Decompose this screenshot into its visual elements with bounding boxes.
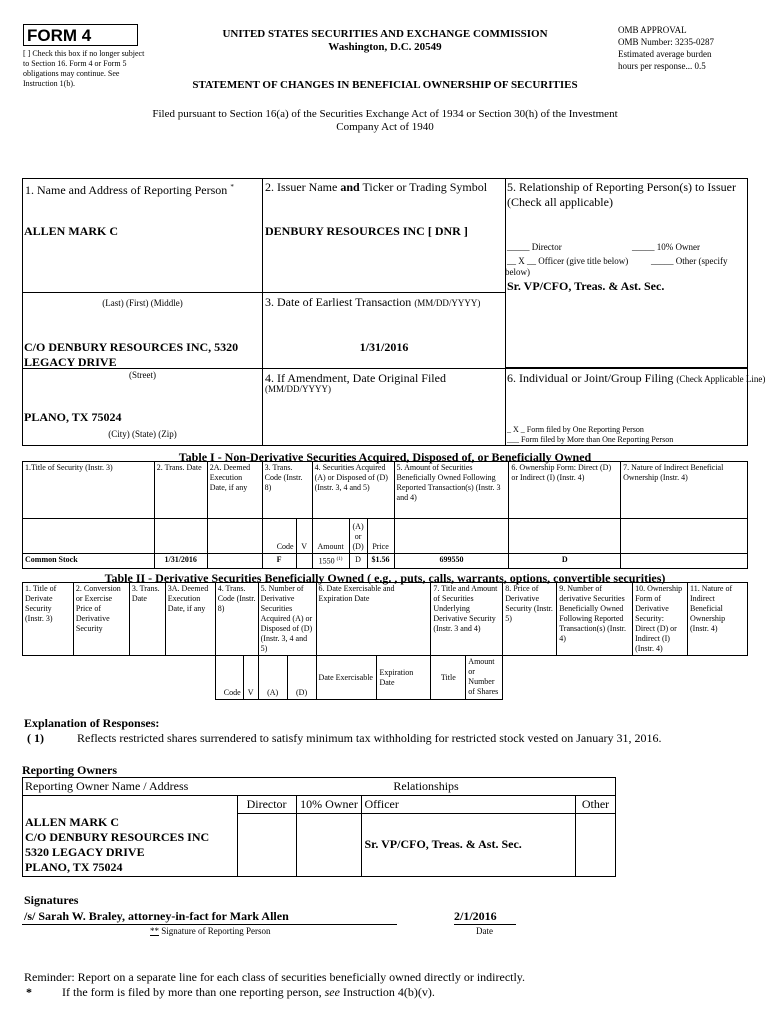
owners-col-name: Reporting Owner Name / Address (23, 778, 238, 796)
omb-burden-1: Estimated average burden (618, 49, 712, 59)
owner-address-cell (23, 814, 238, 877)
officer-title: Sr. VP/CFO, Treas. & Ast. Sec. (507, 279, 665, 293)
box2-label: 2. Issuer Name and Ticker or Trading Symbol (265, 180, 488, 194)
t2-h-number-owned: 9. Number of derivative Securities Beneficially Owned Following Reported Transaction(s) (Instr. 4) (557, 583, 633, 656)
signer-name: /s/ Sarah W. Braley, attorney-in-fact for Mark Allen (24, 909, 289, 923)
filed-pursuant: Filed pursuant to Section 16(a) of the Securities Exchange Act of 1934 or Section 30(h) of the Investment Company Act of 1940 (152, 108, 618, 133)
t1-h-date: 2. Trans. Date (154, 462, 207, 519)
t2-sub-a: (A) (258, 656, 287, 700)
box1-divider-1 (22, 292, 263, 293)
t2-sub-d: (D) (287, 656, 316, 700)
signature-date: 2/1/2016 (454, 909, 497, 923)
statement-title: STATEMENT OF CHANGES IN BENEFICIAL OWNERSHIP OF SECURITIES (192, 79, 578, 91)
t1-footnote: (1) (336, 557, 343, 562)
box3-label: 3. Date of Earliest Transaction (MM/DD/YYYY) (265, 295, 481, 309)
owners-col-officer: Officer (362, 796, 576, 814)
t2-h-conversion: 2. Conversion or Exercise Price of Derivative Security (73, 583, 129, 656)
name-hint: (Last) (First) (Middle) (102, 298, 183, 308)
box4-label: 4. If Amendment, Date Original Filed (265, 371, 446, 385)
city-hint: (City) (State) (Zip) (108, 429, 177, 439)
agency-name: UNITED STATES SECURITIES AND EXCHANGE COMMISSION (222, 28, 548, 40)
t2-sub-amount: Amount or Number of Shares (466, 656, 503, 700)
t1-security: Common Stock (23, 554, 155, 569)
omb-burden-2: hours per response... 0.5 (618, 61, 706, 71)
form-title-box (23, 24, 138, 46)
table-row (23, 554, 748, 569)
t2-sub-v: V (243, 656, 258, 700)
check-box-note[interactable]: [ ] Check this box if no longer subject to Section 16. Form 4 or Form 5 obligations may continue. See Instruction 1(b). (23, 49, 145, 88)
owners-col-relationships: Relationships (237, 778, 615, 796)
t1-h-nature: 7. Nature of Indirect Beneficial Ownership (Instr. 4) (621, 462, 748, 519)
t2-h-deemed: 3A. Deemed Execution Date, if any (165, 583, 215, 656)
t2-sub-exercisable: Date Exercisable (316, 656, 377, 700)
owner-address-4: PLANO, TX 75024 (25, 859, 123, 874)
t2-sub-expiration: Expiration Date (377, 656, 431, 700)
reporting-person-street: C/O DENBURY RESOURCES INC, 5320 LEGACY DRIVE (24, 340, 239, 369)
t1-sub-code: Code (262, 519, 296, 554)
t2-h-underlying: 7. Title and Amount of Securities Underlying Derivative Security (Instr. 3 and 4) (431, 583, 503, 656)
t1-aord: D (349, 554, 367, 569)
reporting-person-name: ALLEN MARK C (24, 224, 119, 238)
t1-h-amount-owned: 5. Amount of Securities Beneficially Owned Following Reported Transaction(s) (Instr. 3 and 4) (394, 462, 509, 519)
t1-owned: 699550 (394, 554, 509, 569)
star-footnote: If the form is filed by more than one reporting person, see Instruction 4(b)(v). (62, 985, 435, 999)
t2-h-code: 4. Trans. Code (Instr. 8) (215, 583, 258, 656)
earliest-transaction-date: 1/31/2016 (359, 340, 409, 354)
omb-number: OMB Number: 3235-0287 (618, 37, 714, 47)
t2-h-ownership-form: 10. Ownership Form of Derivative Security: Direct (D) or Indirect (I) (Instr. 4) (633, 583, 688, 656)
explanation-number: ( 1) (27, 731, 44, 745)
box6-label: 6. Individual or Joint/Group Filing (Check Applicable Line) (507, 371, 766, 385)
t2-h-price: 8. Price of Derivative Security (Instr. 5) (503, 583, 557, 656)
owners-heading: Reporting Owners (22, 763, 117, 777)
t1-sub-amount: Amount (312, 519, 349, 554)
t1-sub-price: Price (367, 519, 394, 554)
table2-title: Table II - Derivative Securities Beneficially Owned ( e.g. , puts, calls, warrants, options, convertible securities) (104, 571, 666, 585)
table2 (22, 582, 748, 700)
ten-pct-owner-checkbox[interactable]: _____ 10% Owner (632, 242, 700, 252)
t1-h-title: 1.Title of Security (Instr. 3) (23, 462, 155, 519)
officer-checkbox[interactable]: __ X __ Officer (give title below) (507, 256, 629, 266)
t2-h-number: 5. Number of Derivative Securities Acquired (A) or Disposed of (D) (Instr. 3, 4 and 5) (258, 583, 316, 656)
t1-h-code: 3. Trans. Code (Instr. 8) (262, 462, 312, 519)
agency-location: Washington, D.C. 20549 (328, 41, 442, 53)
t2-h-title: 1. Title of Derivate Security (Instr. 3) (23, 583, 74, 656)
signatures-heading: Signatures (24, 893, 79, 907)
date-label: Date (476, 926, 493, 936)
t2-sub-code: Code (215, 656, 243, 700)
box1-label: 1. Name and Address of Reporting Person * (25, 183, 234, 197)
t1-price: $1.56 (367, 554, 394, 569)
box4-hint: (MM/DD/YYYY) (265, 384, 331, 394)
reporting-person-city: PLANO, TX 75024 (24, 410, 122, 424)
date-line (454, 924, 516, 925)
owners-table (22, 777, 616, 877)
t2-sub-title: Title (431, 656, 466, 700)
t2-h-nature: 11. Nature of Indirect Beneficial Ownership (Instr. 4) (687, 583, 747, 656)
owner-address-3: 5320 LEGACY DRIVE (25, 844, 145, 859)
other-checkbox[interactable]: _____ Other (specify below) (505, 256, 728, 277)
director-checkbox[interactable]: _____ Director (507, 242, 562, 252)
t1-code: F (262, 554, 296, 569)
table1 (22, 461, 748, 569)
explanation-heading: Explanation of Responses: (24, 716, 160, 730)
owner-address-2: C/O DENBURY RESOURCES INC (25, 829, 210, 844)
t1-h-ownership-form: 6. Ownership Form: Direct (D) or Indirect (I) (Instr. 4) (509, 462, 621, 519)
owners-col-10pct: 10% Owner (296, 796, 362, 814)
owner-officer-title: Sr. VP/CFO, Treas. & Ast. Sec. (362, 814, 576, 877)
box5-label: 5. Relationship of Reporting Person(s) to Issuer (507, 180, 736, 194)
t2-h-date: 3. Trans. Date (129, 583, 165, 656)
star-marker: * (26, 985, 32, 999)
table-row (23, 814, 616, 877)
footnote-star-marker: * (230, 183, 234, 191)
form-title: FORM 4 (27, 26, 92, 45)
t1-sub-aord: (A) or (D) (349, 519, 367, 554)
owners-col-director: Director (237, 796, 296, 814)
box-1 (22, 178, 263, 446)
t1-date: 1/31/2016 (154, 554, 207, 569)
table1-title: Table I - Non-Derivative Securities Acquired, Disposed of, or Beneficially Owned (178, 450, 592, 464)
owners-col-other: Other (575, 796, 615, 814)
t1-form: D (509, 554, 621, 569)
one-person-filing-option[interactable]: _ X _ Form filed by One Reporting Person (507, 425, 644, 434)
t1-sub-v: V (296, 519, 312, 554)
owner-address-1: ALLEN MARK C (25, 814, 120, 829)
t1-h-securities: 4. Securities Acquired (A) or Disposed of (D) (Instr. 3, 4 and 5) (312, 462, 394, 519)
signature-label: ** Signature of Reporting Person (150, 926, 271, 936)
reminder-text: Reminder: Report on a separate line for each class of securities beneficially owned directly or indirectly. (24, 970, 526, 984)
signature-line (22, 924, 397, 925)
explanation-text: Reflects restricted shares surrendered to satisfy minimum tax withholding for restricted stock vested on January 31, 2016. (77, 731, 662, 745)
multi-person-filing-option[interactable]: ___ Form filed by More than One Reporting Person (507, 435, 674, 444)
omb-approval: OMB APPROVAL (618, 25, 687, 35)
t1-amount: 1550 (318, 556, 335, 566)
t1-amount-cell (312, 554, 349, 569)
t2-h-exercisable: 6. Date Exercisable and Expiration Date (316, 583, 431, 656)
box5-sublabel: (Check all applicable) (507, 195, 613, 209)
t1-h-deemed: 2A. Deemed Execution Date, if any (207, 462, 262, 519)
issuer-name: DENBURY RESOURCES INC [ DNR ] (265, 224, 468, 238)
street-hint: (Street) (129, 370, 156, 380)
